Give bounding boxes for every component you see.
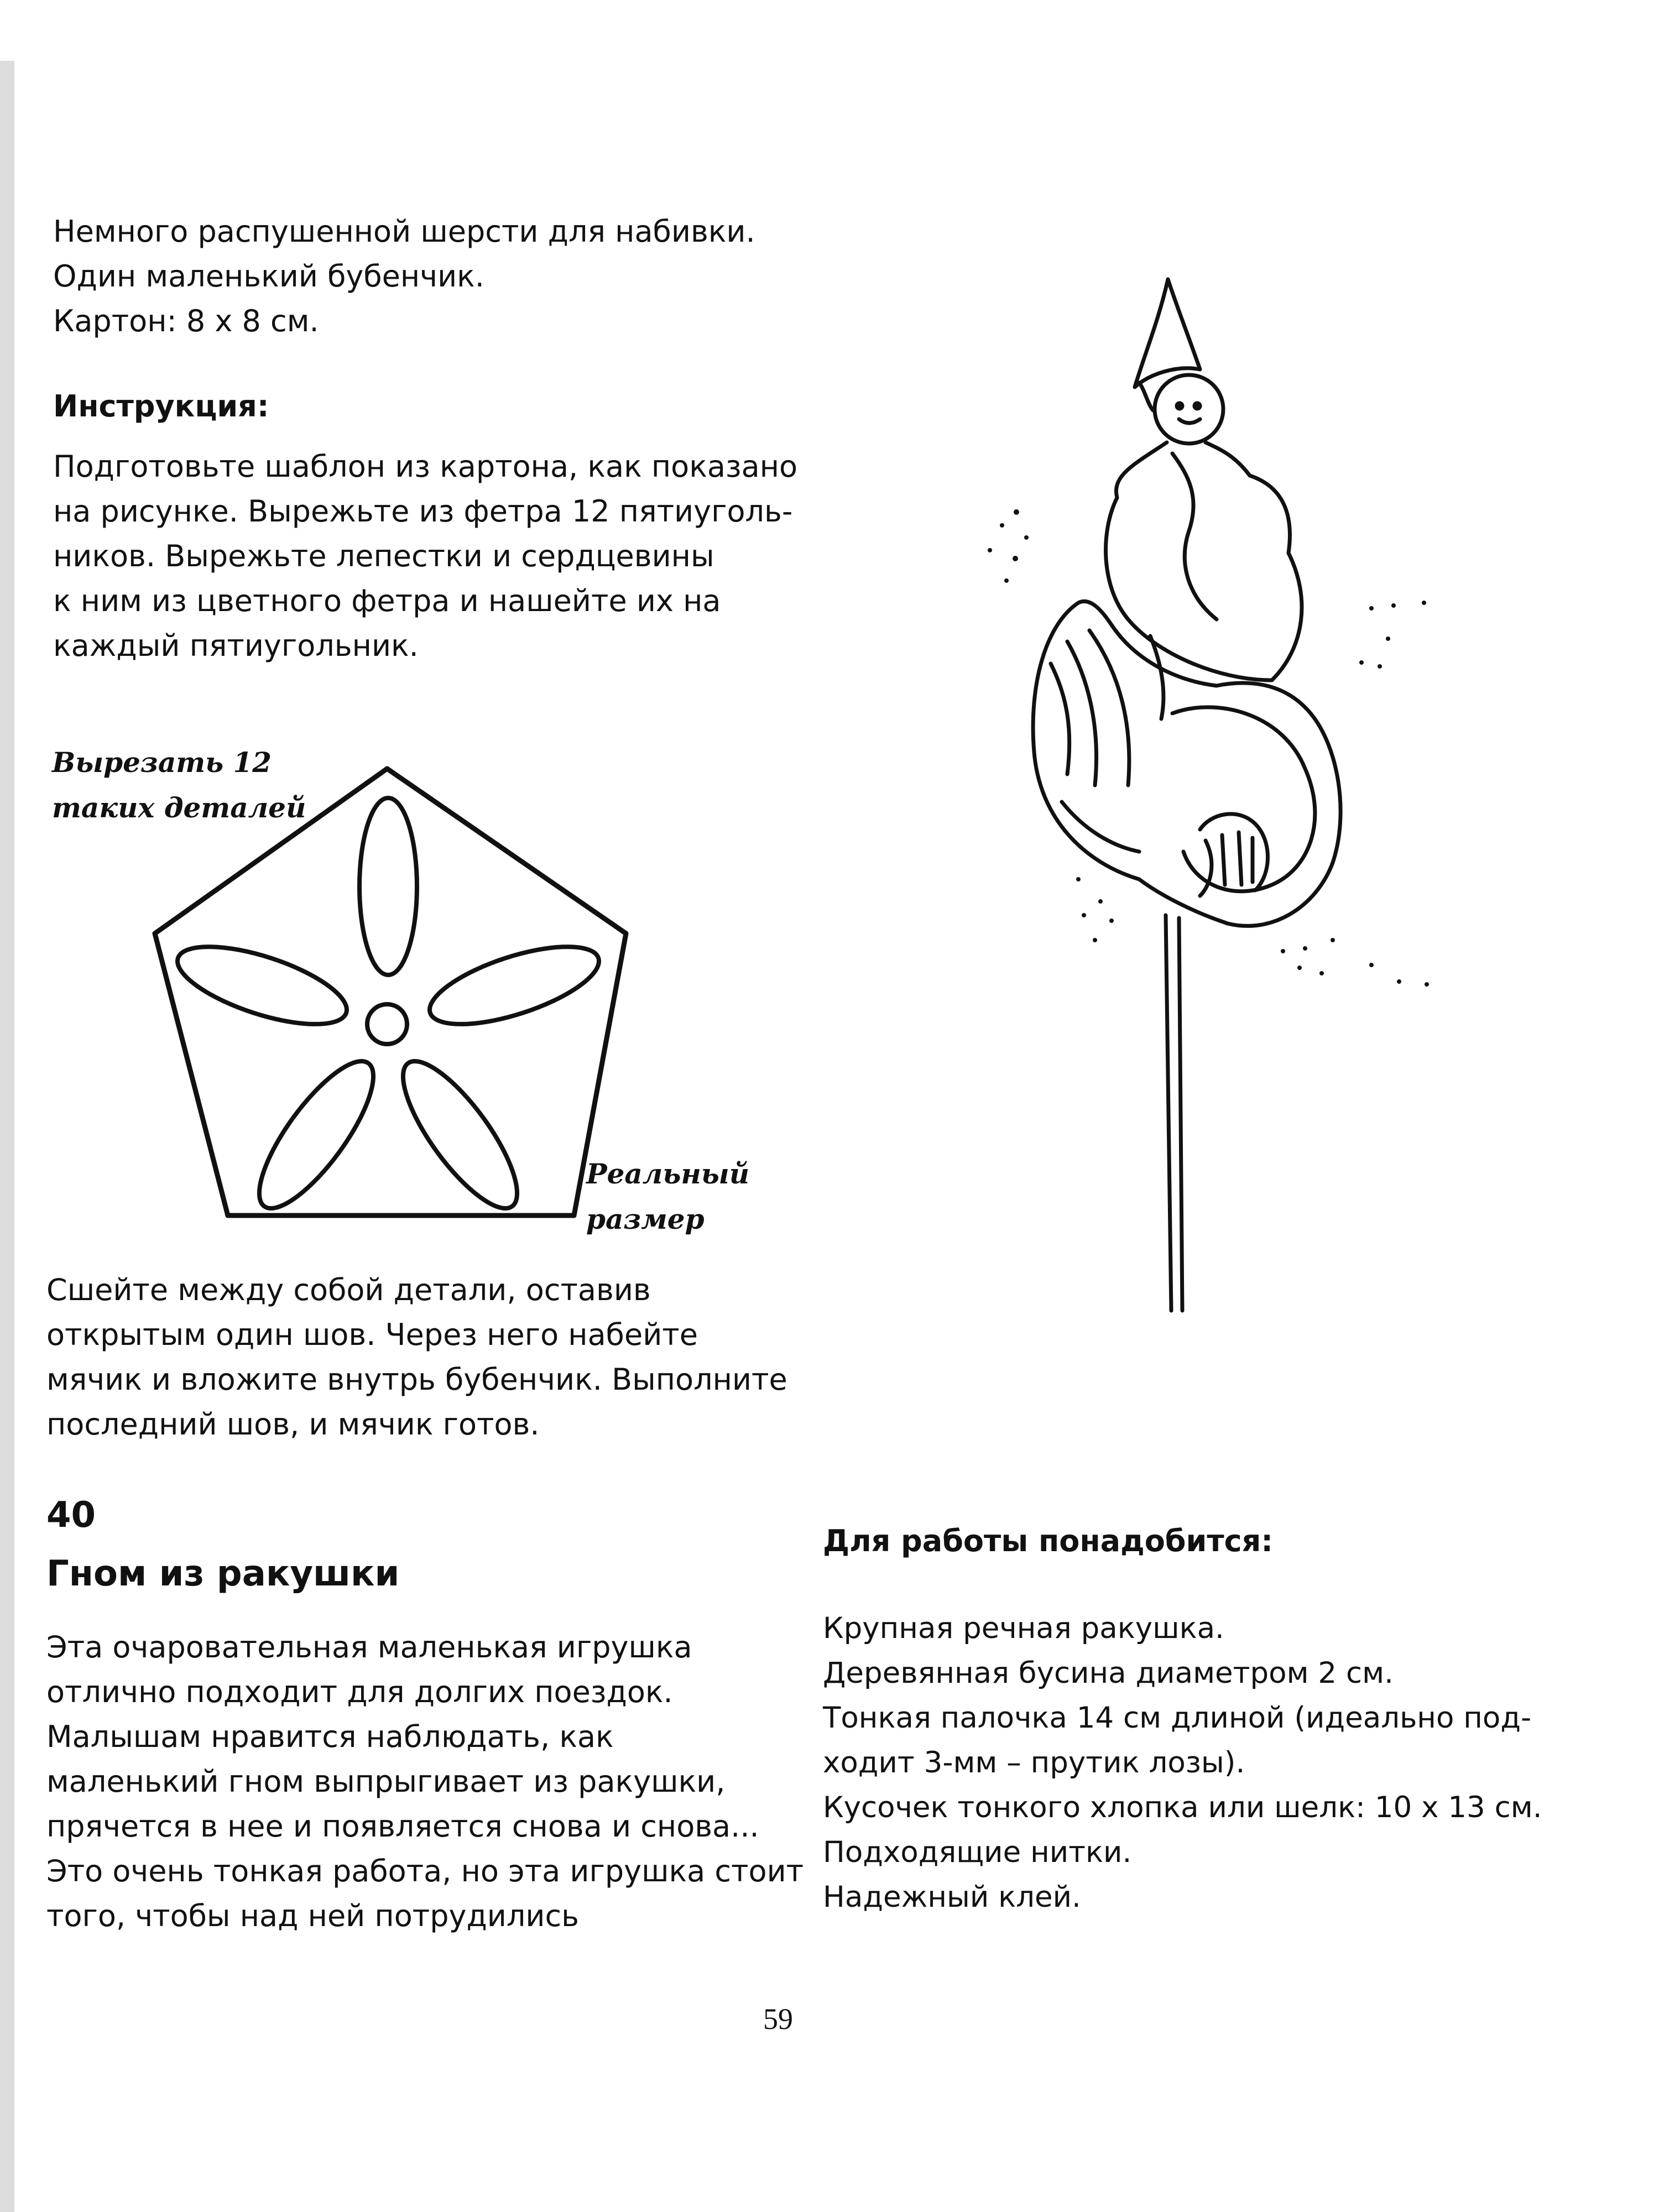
label-line: Реальный [586,1157,750,1190]
page-number: 59 [763,2002,793,2036]
text-line: мячик и вложите внутрь бубенчик. Выполните [46,1362,787,1397]
text-line: Картон: 8 х 8 см. [53,304,319,338]
gnome-body [1106,442,1302,680]
sewing-text [46,1267,787,1447]
text-line: на рисунке. Вырежьте из фетра 12 пятиуголь- [53,494,793,529]
text-line: Немного распушенной шерсти для набивки. [53,214,755,249]
gnome-head [1155,375,1223,444]
text-line: открытым один шов. Через него набейте [46,1317,698,1352]
text-line: к ним из цветного фетра и нашейте их на [53,583,721,618]
text-line: Это очень тонкая работа, но эта игрушка стоит [46,1854,804,1888]
materials-list [823,1606,1542,1919]
label-line: таких деталей [52,791,306,824]
text-line: того, чтобы над ней потрудились [46,1898,580,1933]
text-line: Кусочек тонкого хлопка или шелк: 10 х 13 см. [823,1791,1542,1824]
text-line: Деревянная бусина диаметром 2 см. [823,1656,1394,1690]
text-line: Крупная речная ракушка. [823,1611,1224,1645]
text-line: отлично подходит для долгих поездок. [46,1674,673,1709]
text-line: прячется в нее и появляется снова и снова... [46,1809,759,1844]
label-line: размер [586,1203,705,1235]
text-line: последний шов, и мячик готов. [46,1407,540,1442]
text-line: Надежный клей. [823,1880,1081,1914]
section-title: Гном из ракушки [46,1553,400,1594]
text-line: Эта очаровательная маленькая игрушка [46,1630,692,1665]
text-line: маленький гном выпрыгивает из ракушки, [46,1764,726,1799]
materials-heading: Для работы понадобится: [823,1524,1273,1558]
text-line: каждый пятиугольник. [53,628,419,663]
instruction-heading: Инструкция: [53,389,269,424]
text-line: Подходящие нитки. [823,1835,1132,1869]
text-line: Один маленький бубенчик. [53,259,484,294]
stick [1166,915,1171,1311]
text-line: Подготовьте шаблон из картона, как показано [53,449,798,484]
label-line: Вырезать 12 [52,746,272,779]
text-line: ходит 3-мм – прутик лозы). [823,1746,1245,1780]
text-line: Тонкая палочка 14 см длиной (идеально под- [823,1701,1532,1735]
section-number: 40 [46,1495,96,1536]
section-description [46,1625,804,1938]
text-line: Сшейте между собой детали, оставив [46,1272,651,1307]
text-line: ников. Вырежьте лепестки и сердцевины [53,539,714,573]
text-line: Малышам нравится наблюдать, как [46,1719,614,1754]
gnome-hat [1135,279,1200,387]
